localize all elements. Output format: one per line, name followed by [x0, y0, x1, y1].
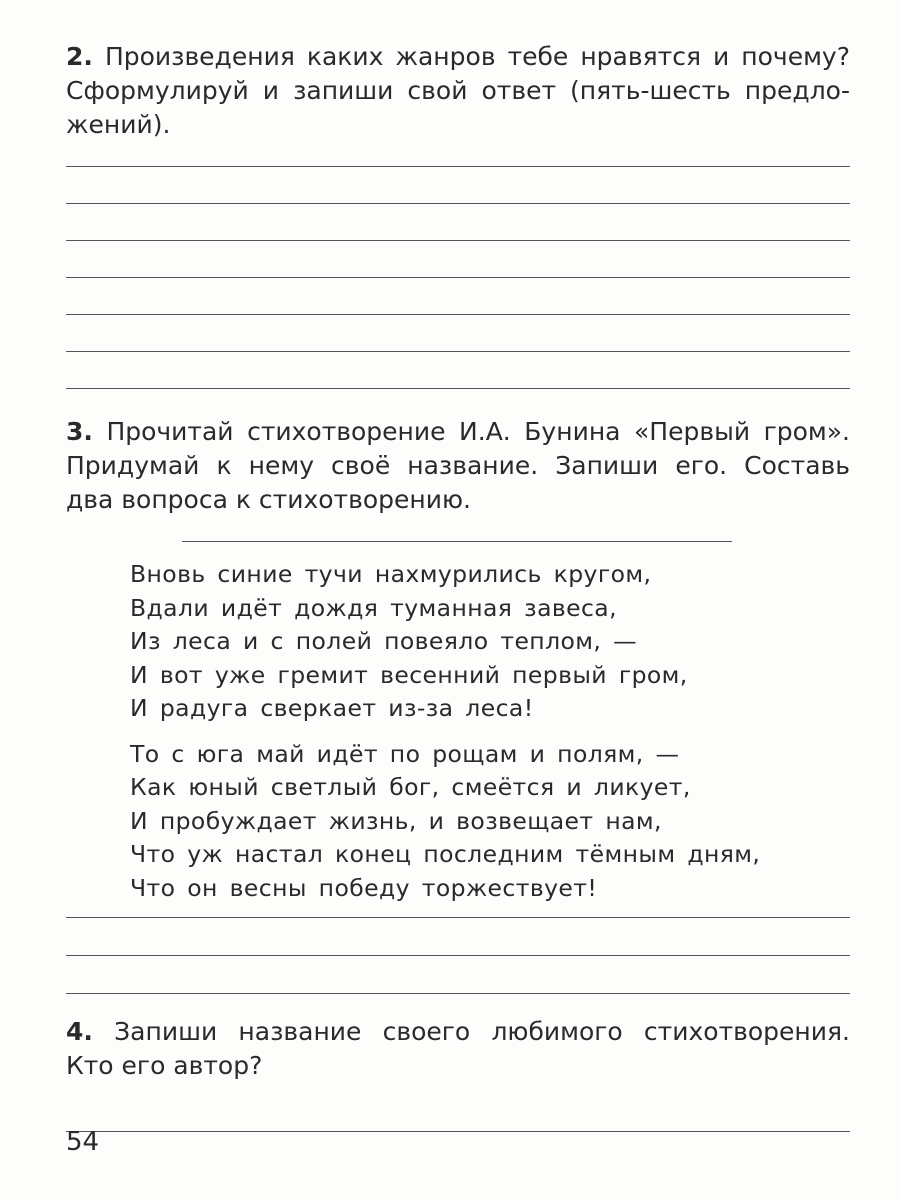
poem-line: То с юга май идёт по рощам и полям, — [130, 739, 680, 768]
task-2-line-2: Сформулируй и запиши свой ответ (пять-шесть предло- [66, 76, 850, 105]
poem-title-answer-line[interactable] [182, 541, 732, 542]
task-4-line-1: 4. Запиши название своего любимого стихотворения. [66, 1017, 851, 1046]
answer-line[interactable] [66, 993, 850, 994]
task-3-number: 3. [66, 417, 93, 446]
task-3-line-3: два вопроса к стихотворению. [66, 485, 471, 514]
poem-line: И вот уже гремит весенний первый гром, [130, 660, 688, 689]
answer-line[interactable] [66, 166, 850, 167]
task-2-line-1: 2. Произведения каких жанров тебе нравятся и почему? [66, 42, 850, 71]
task-4-number: 4. [66, 1017, 93, 1046]
answer-line[interactable] [66, 1131, 850, 1132]
task-3-line-2: Придумай к нему своё название. Запиши его. Составь [66, 451, 850, 480]
poem-line: Вдали идёт дождя туманная завеса, [130, 593, 617, 622]
task-4-line-2: Кто его автор? [66, 1051, 263, 1080]
poem-stanza-1 [130, 558, 810, 726]
task-2-line-3: жений). [66, 110, 171, 139]
poem [130, 558, 810, 917]
answer-line[interactable] [66, 314, 850, 315]
task-3-line-1: 3. Прочитай стихотворение И.А. Бунина «Первый гром». [66, 417, 850, 446]
task-4 [66, 1015, 850, 1083]
task-2 [66, 40, 850, 142]
poem-line: И пробуждает жизнь, и возвещает нам, [130, 806, 662, 835]
task-3 [66, 415, 850, 517]
poem-line: Что уж настал конец последним тёмным дням, [130, 840, 761, 868]
task-2-number: 2. [66, 42, 93, 71]
answer-line[interactable] [66, 351, 850, 352]
answer-line[interactable] [66, 917, 850, 918]
poem-line: И радуга сверкает из-за леса! [130, 694, 534, 722]
poem-line: Из леса и с полей повеяло теплом, — [130, 627, 638, 655]
answer-line[interactable] [66, 955, 850, 956]
answer-line[interactable] [66, 277, 850, 278]
poem-line: Вновь синие тучи нахмурились кругом, [130, 560, 652, 588]
answer-line[interactable] [66, 203, 850, 204]
poem-line: Как юный светлый бог, смеётся и ликует, [130, 773, 691, 801]
page-number: 54 [66, 1127, 100, 1157]
poem-line: Что он весны победу торжествует! [130, 873, 598, 902]
poem-stanza-2 [130, 738, 810, 906]
answer-line[interactable] [66, 240, 850, 241]
answer-line[interactable] [66, 388, 850, 389]
